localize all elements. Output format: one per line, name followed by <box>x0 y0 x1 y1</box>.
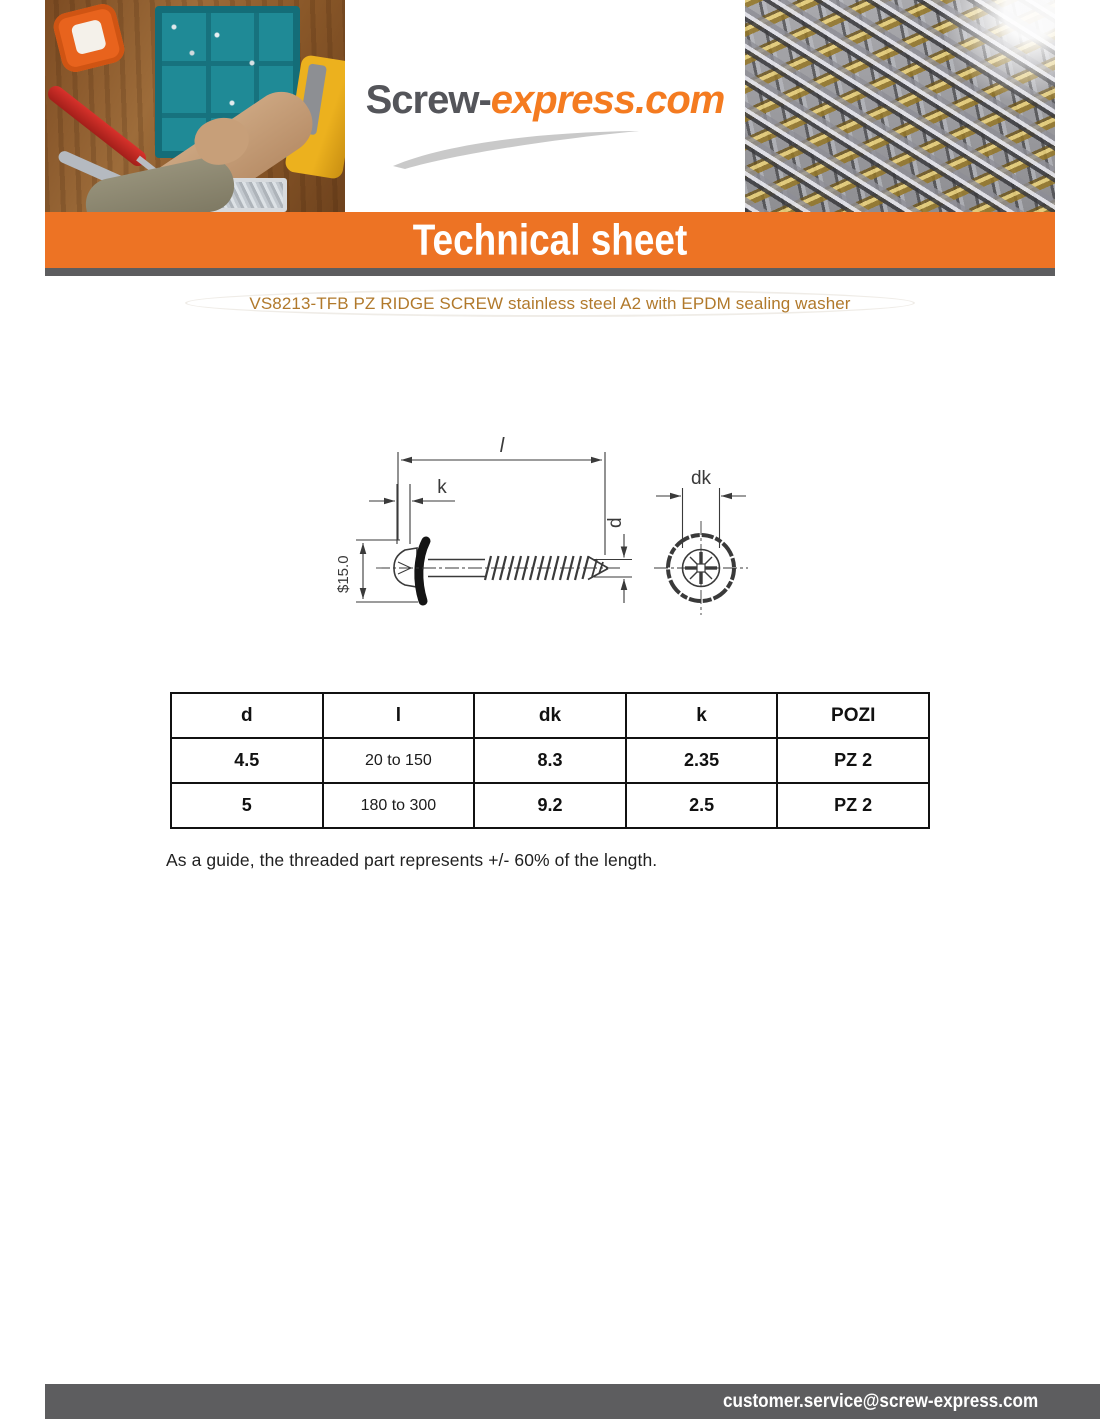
banner-underline-bar <box>45 268 1055 276</box>
dim-label-d: d <box>605 517 626 528</box>
table-row <box>171 738 929 783</box>
product-subtitle: VS8213-TFB PZ RIDGE SCREW stainless steel A2 with EPDM sealing washer <box>249 294 851 313</box>
guidance-note: As a guide, the threaded part represents +/- 60% of the length. <box>166 850 658 870</box>
customer-service-email[interactable]: customer.service@screw-express.com <box>722 1390 1038 1412</box>
workbench-photo <box>45 0 345 212</box>
title-banner <box>45 212 1055 268</box>
cell-d: 5 <box>171 783 323 828</box>
footer-bar <box>45 1384 1100 1419</box>
table-row <box>171 783 929 828</box>
dim-label-l: l <box>499 435 505 457</box>
dim-label-k: k <box>437 477 447 498</box>
cell-dk: 8.3 <box>474 738 626 783</box>
cell-pozi: PZ 2 <box>777 738 929 783</box>
cell-l: 180 to 300 <box>323 783 475 828</box>
logo-part-screw: Screw- <box>365 78 491 122</box>
brand-logo <box>345 78 745 123</box>
page-title: Technical sheet <box>412 215 688 264</box>
cell-pozi: PZ 2 <box>777 783 929 828</box>
col-header-dk: dk <box>474 693 626 738</box>
logo-swoosh-icon <box>387 128 647 170</box>
col-header-pozi: POZI <box>777 693 929 738</box>
col-header-l: l <box>323 693 475 738</box>
screws-pile-photo <box>745 0 1055 212</box>
dim-label-washer: $15.0 <box>335 555 352 593</box>
cell-k: 2.35 <box>626 738 778 783</box>
logo-part-express: express.com <box>490 78 725 122</box>
cell-k: 2.5 <box>626 783 778 828</box>
logo-area <box>345 0 745 212</box>
technical-drawing <box>322 422 792 650</box>
cell-l: 20 to 150 <box>323 738 475 783</box>
table-header-row <box>171 693 929 738</box>
dimensions-table <box>170 692 930 829</box>
cell-d: 4.5 <box>171 738 323 783</box>
col-header-d: d <box>171 693 323 738</box>
col-header-k: k <box>626 693 778 738</box>
cell-dk: 9.2 <box>474 783 626 828</box>
tape-measure <box>51 1 128 75</box>
dim-label-dk: dk <box>690 468 712 489</box>
